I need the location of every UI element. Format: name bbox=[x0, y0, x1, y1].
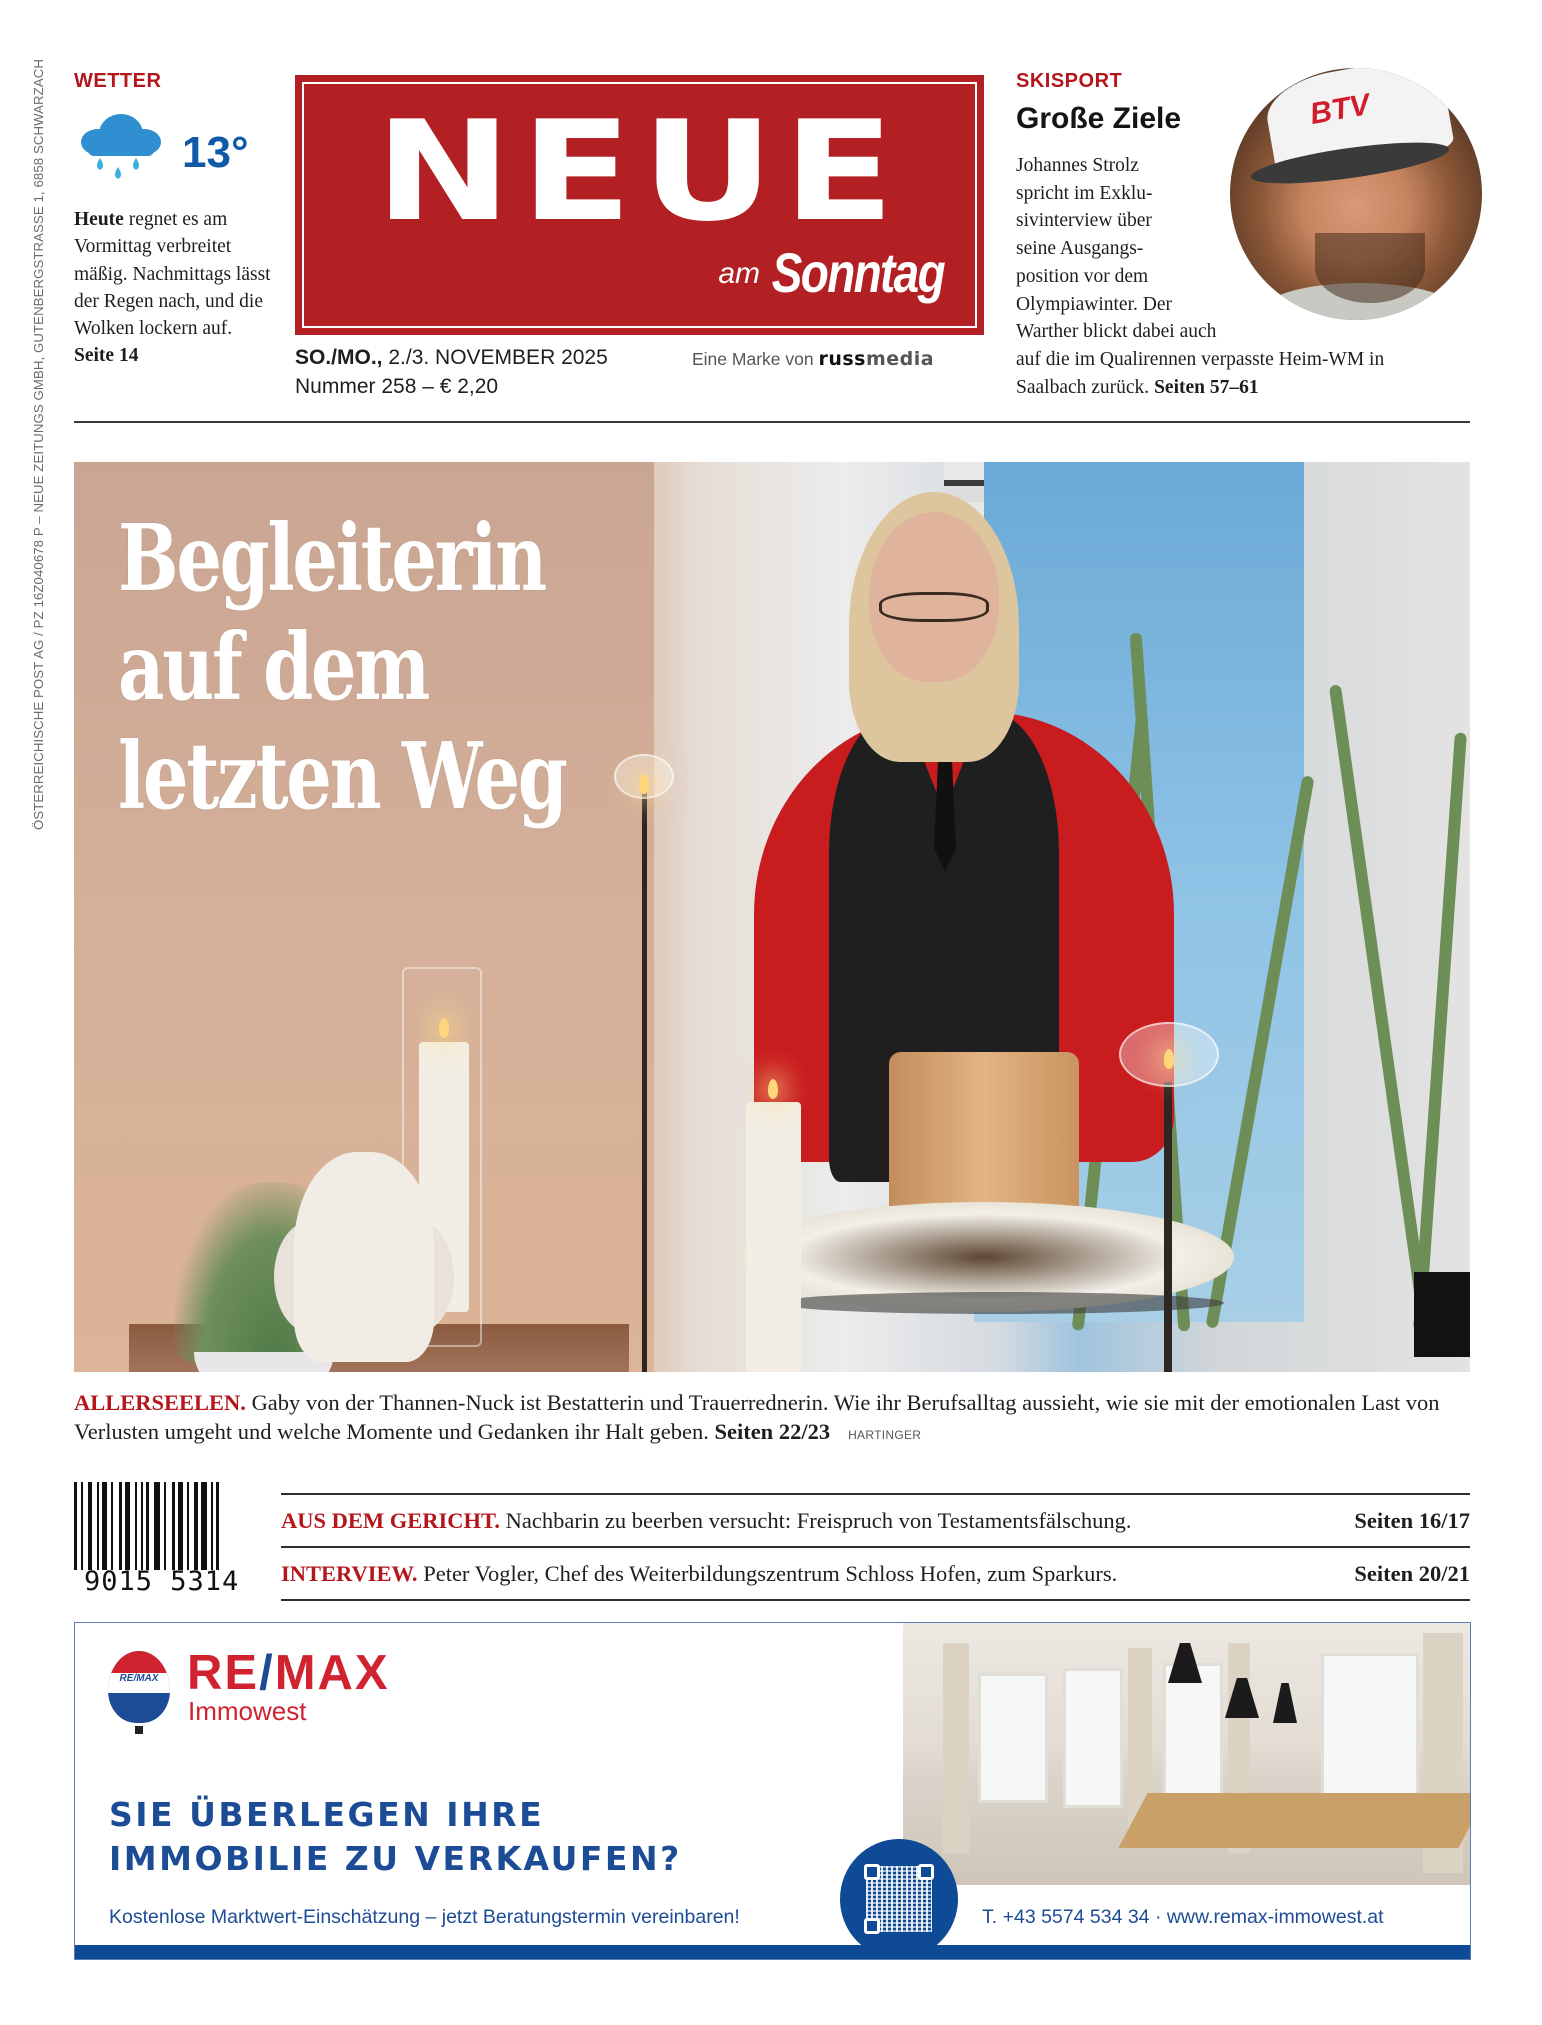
caption-pages-link[interactable]: Seiten 22/23 bbox=[714, 1419, 831, 1444]
hero-photo[interactable] bbox=[74, 462, 1470, 1372]
caption-kicker: ALLERSEELEN. bbox=[74, 1390, 246, 1415]
caption-text: Gaby von der Thannen-Nuck ist Bestatterin und Trauerrednerin. Wie ihr Berufsalltag aussieht, wie sie mit der emotionalen Last von Verlusten umgeht und welche Momente und Gedanken ihr Halt geben. bbox=[74, 1390, 1440, 1444]
teaser-text: Peter Vogler, Chef des Weiterbildungszentrum Schloss Hofen, zum Sparkurs. bbox=[417, 1560, 1118, 1586]
photo-credit: HARTINGER bbox=[848, 1428, 922, 1442]
dateline-date: 2./3. NOVEMBER 2025 bbox=[382, 346, 608, 369]
postal-imprint: ÖSTERREICHISCHE POST AG / PZ 16Z040678 P – NEUE ZEITUNGS GMBH, GUTENBERGSTRASSE 1, 6858 SCHWARZACH bbox=[31, 59, 46, 830]
ad-contact-line[interactable]: T. +43 5574 534 34 · www.remax-immowest.at bbox=[982, 1906, 1384, 1928]
masthead-logo[interactable] bbox=[295, 75, 984, 335]
russmedia-logo: russmedia bbox=[818, 348, 935, 370]
masthead-title: NEUE bbox=[375, 91, 904, 252]
issue-number-price: Nummer 258 – € 2,20 bbox=[295, 375, 499, 398]
qr-code[interactable] bbox=[840, 1839, 958, 1959]
weather-kicker: WETTER bbox=[74, 70, 162, 92]
skisport-title[interactable]: Große Ziele bbox=[1016, 102, 1182, 135]
skisport-text: Johannes Strolz spricht im Exklu- sivinterview über seine Ausgangs- position vor dem Olympiawinter. Der Warther blickt dabei auch auf die im Qualirennen verpasste Heim-WM in Saalbach zurück. Seiten 57–61 bbox=[1016, 155, 1385, 398]
dateline bbox=[295, 346, 608, 370]
masthead-subtitle-small: am bbox=[718, 257, 760, 290]
ad-headline: SIE ÜBERLEGEN IHRE IMMOBILIE ZU VERKAUFEN? bbox=[109, 1795, 682, 1878]
barcode-digits: 9015 5314 bbox=[84, 1566, 240, 1597]
weather-body: regnet es am Vormittag verbreitet mäßig. Nachmittags lässt der Regen nach, und die Wolken lockern auf. bbox=[74, 209, 271, 340]
remax-logo-subtitle: Immowest bbox=[188, 1696, 307, 1726]
teaser-pages-link[interactable]: Seiten 20/21 bbox=[1354, 1560, 1470, 1586]
skisport-kicker: SKISPORT bbox=[1016, 70, 1123, 92]
cap-logo: BTV bbox=[1307, 88, 1373, 131]
brand-line bbox=[692, 348, 934, 370]
brand-prefix: Eine Marke von bbox=[692, 349, 819, 369]
teaser-kicker: AUS DEM GERICHT. bbox=[281, 1507, 500, 1533]
angel-figurine bbox=[294, 1152, 434, 1362]
barcode bbox=[74, 1482, 246, 1597]
masthead-subtitle: Sonntag bbox=[771, 241, 944, 304]
divider-rule bbox=[74, 421, 1470, 423]
ad-bottom-bar bbox=[75, 1945, 1470, 1959]
skisport-athlete-photo[interactable] bbox=[1230, 68, 1482, 320]
hero-caption bbox=[74, 1388, 1474, 1450]
teaser-pages-link[interactable]: Seiten 16/17 bbox=[1354, 1507, 1470, 1533]
teaser-kicker: INTERVIEW. bbox=[281, 1560, 418, 1586]
weather-temperature: 13° bbox=[182, 128, 249, 177]
rain-cloud-icon bbox=[78, 112, 164, 184]
ad-interior-photo bbox=[903, 1623, 1470, 1885]
weather-pages-link[interactable]: Seite 14 bbox=[74, 345, 139, 367]
dateline-days: SO./MO., bbox=[295, 346, 383, 369]
remax-advertisement[interactable] bbox=[74, 1622, 1471, 1960]
weather-lead: Heute bbox=[74, 209, 124, 230]
teaser-text: Nachbarin zu beerben versucht: Freispruch von Testamentsfälschung. bbox=[499, 1507, 1132, 1533]
teaser-list bbox=[281, 1493, 1470, 1601]
skisport-pages-link[interactable]: Seiten 57–61 bbox=[1154, 376, 1259, 398]
teaser-item[interactable] bbox=[281, 1495, 1470, 1546]
remax-logo: RE/MAX bbox=[187, 1646, 390, 1700]
ad-subline: Kostenlose Marktwert-Einschätzung – jetzt Beratungstermin vereinbaren! bbox=[109, 1906, 740, 1928]
main-headline[interactable]: Begleiterin auf dem letzten Weg bbox=[118, 504, 566, 830]
teaser-item[interactable] bbox=[281, 1548, 1470, 1599]
remax-balloon-icon: RE/MAX bbox=[108, 1651, 170, 1723]
barcode-bars bbox=[74, 1482, 246, 1570]
